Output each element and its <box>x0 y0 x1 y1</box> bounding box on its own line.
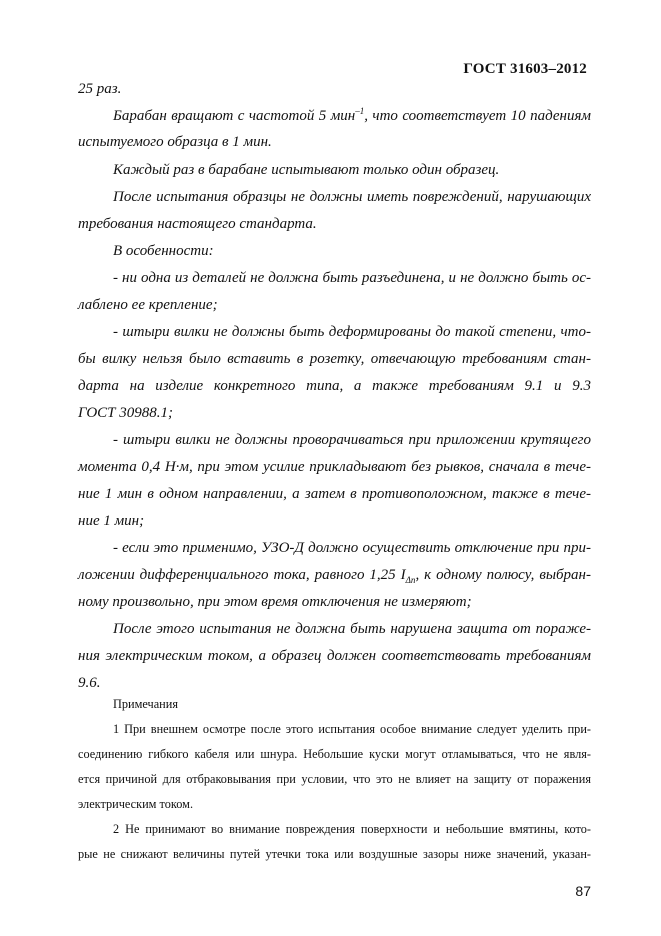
subscript: Δn <box>405 575 416 585</box>
text-line: ния электрическим током, а образец должен соответствовать требованиям <box>78 648 591 664</box>
text-line: - штыри вилки не должны проворачиваться при приложении крутящего <box>113 432 591 448</box>
text-line: ному произвольно, при этом время отключения не измеряют; <box>78 594 472 610</box>
note-line: ется причиной для отбраковывания при условии, что это не влияет на защиту от поражения <box>78 772 591 786</box>
text-line: 25 раз. <box>78 81 122 97</box>
text-line: В особенности: <box>113 243 214 259</box>
text-line: требования настоящего стандарта. <box>78 216 317 232</box>
superscript: –1 <box>355 106 365 116</box>
text-line: ние 1 мин; <box>78 513 145 529</box>
page-number: 87 <box>575 883 591 899</box>
text-line: После этого испытания не должна быть нарушена защита от пораже- <box>113 621 591 637</box>
text-fragment: Барабан вращают с частотой 5 мин <box>113 108 356 124</box>
text-line: ние 1 мин в одном направлении, а затем в противоположном, также в тече- <box>78 486 591 502</box>
text-fragment: , к одному полюсу, выбран- <box>415 567 591 583</box>
text-line: момента 0,4 Н·м, при этом усилие прикладывают без рывков, сначала в тече- <box>78 459 591 475</box>
text-line: - штыри вилки не должны быть деформированы до такой степени, что- <box>113 324 591 340</box>
note-line: 2 Не принимают во внимание повреждения поверхности и небольшие вмятины, кото- <box>113 822 591 836</box>
note-line: электрическим током. <box>78 797 194 811</box>
note-line: соединению гибкого кабеля или шнура. Небольшие куски могут отламываться, что не явля- <box>78 747 591 761</box>
text-line: ГОСТ 30988.1; <box>78 405 174 421</box>
text-line: Каждый раз в барабане испытывают только один образец. <box>113 162 500 178</box>
text-line: - если это применимо, УЗО-Д должно осуществить отключение при при- <box>113 540 591 556</box>
note-line: рые не снижают величины путей утечки тока или воздушные зазоры ниже значений, указан- <box>78 847 591 861</box>
document-header: ГОСТ 31603–2012 <box>463 61 587 77</box>
text-line <box>113 107 591 125</box>
note-line: 1 При внешнем осмотре после этого испытания особое внимание следует уделить при- <box>113 722 591 736</box>
text-line: После испытания образцы не должны иметь повреждений, нарушающих <box>113 189 591 205</box>
text-line: - ни одна из деталей не должна быть разъединена, и не должно быть ос- <box>113 270 591 286</box>
text-line: лаблено ее крепление; <box>78 297 218 313</box>
text-line: бы вилку нельзя было вставить в розетку, отвечающую требованиям стан- <box>78 351 591 367</box>
text-line <box>78 566 591 584</box>
text-line: дарта на изделие конкретного типа, а также требованиям 9.1 и 9.3 <box>78 378 591 394</box>
text-line: испытуемого образца в 1 мин. <box>78 134 272 150</box>
text-fragment: ложении дифференциального тока, равного 1,25 I <box>78 567 406 583</box>
notes-title: Примечания <box>113 697 179 711</box>
text-line: 9.6. <box>78 675 101 691</box>
text-fragment: , что соответствует 10 падениям <box>364 108 591 124</box>
